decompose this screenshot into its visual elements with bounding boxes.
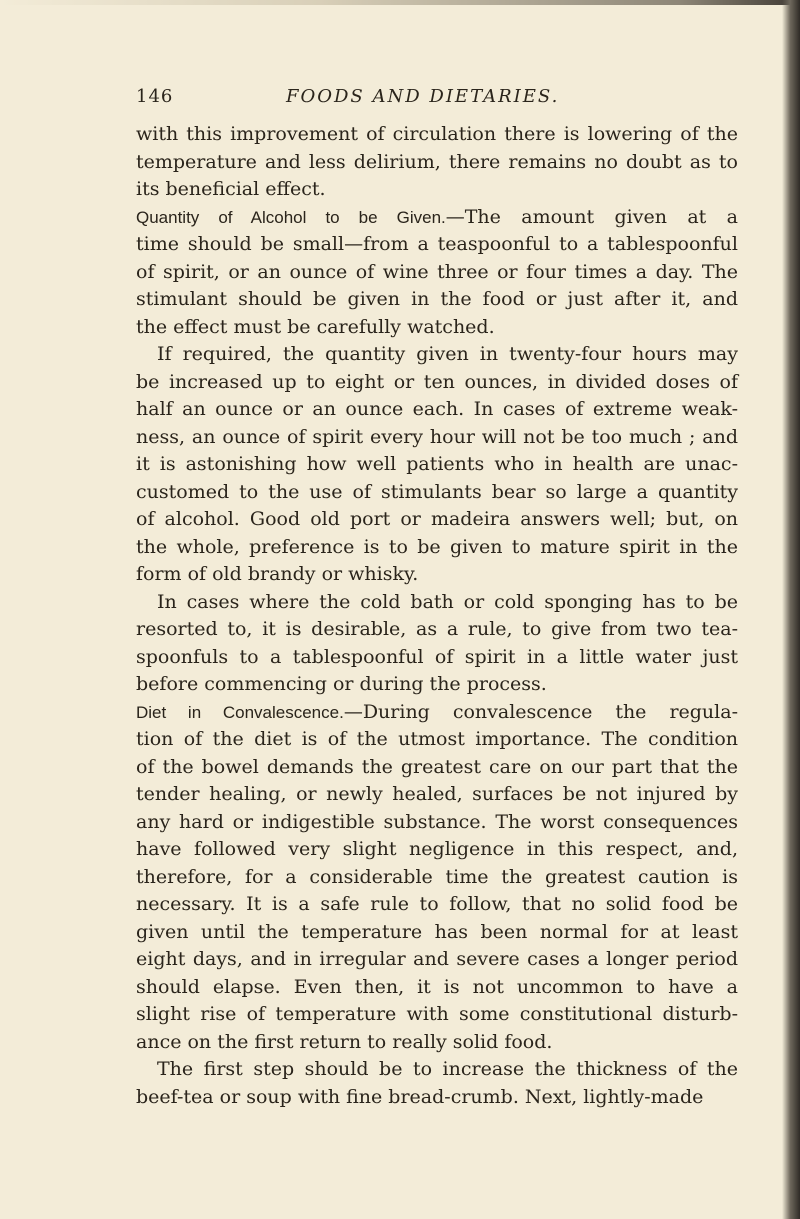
text-run: —The amount given at a [445,205,738,228]
text-line: with this improvement of circulation there is lowering of the [136,123,738,145]
text-line: the whole, preference is to be given to mature spirit in the [136,535,738,558]
page-top-edge [0,0,800,5]
text-line: necessary. It is a safe rule to follow, that no solid food be [136,893,738,915]
body-text [136,121,738,1111]
page-number: 146 [136,86,174,107]
text-line: half an ounce or an ounce each. In cases of extreme weak- [136,398,738,420]
text-line: The first step should be to increase the thickness of the [157,1058,738,1080]
text-line [136,204,738,232]
text-run: —During convalescence the regula- [343,700,738,723]
text-line: tender healing, or newly healed, surfaces be not injured by [136,783,738,805]
text-line: resorted to, it is desirable, as a rule, to give from two tea- [136,618,738,640]
text-line: eight days, and in irregular and severe cases a longer period [136,948,738,970]
book-gutter-shadow [782,0,800,1219]
text-line: spoonfuls to a tablespoonful of spirit in a little water just [136,645,738,668]
text-line [136,699,738,727]
text-line: before commencing or during the process. [136,673,547,695]
text-line: stimulant should be given in the food or just after it, and [136,288,738,310]
text-line: temperature and less delirium, there remains no doubt as to [136,150,738,173]
text-line: time should be small—from a teaspoonful to a tablespoonful [136,233,738,255]
text-line: tion of the diet is of the utmost importance. The condition [136,728,738,750]
text-line: In cases where the cold bath or cold sponging has to be [157,590,738,613]
text-line: customed to the use of stimulants bear so large a quantity [136,480,738,503]
text-line: should elapse. Even then, it is not uncommon to have a [136,975,738,998]
text-line: beef-tea or soup with fine bread-crumb. Next, lightly-made [136,1085,704,1108]
text-line: it is astonishing how well patients who in health are unac- [136,453,738,475]
section-heading-diet: Diet in Convalescence. [136,702,344,722]
text-line: given until the temperature has been normal for at least [136,920,738,943]
text-line: therefore, for a considerable time the greatest caution is [136,865,738,888]
text-line: ness, an ounce of spirit every hour will not be too much ; and [136,425,738,448]
text-line: If required, the quantity given in twenty-four hours may [157,343,738,365]
text-line: the effect must be carefully watched. [136,315,495,338]
text-line: form of old brandy or whisky. [136,563,419,585]
text-line: of spirit, or an ounce of wine three or four times a day. The [136,260,738,283]
running-title: FOODS AND DIETARIES. [286,86,560,107]
text-line: any hard or indigestible substance. The worst consequences [136,810,738,833]
page-header [136,84,736,114]
text-line: be increased up to eight or ten ounces, in divided doses of [136,370,738,393]
text-line: have followed very slight negligence in this respect, and, [136,838,738,860]
text-line: of the bowel demands the greatest care on our part that the [136,755,738,778]
section-heading-quantity: Quantity of Alcohol to be Given. [136,207,446,227]
text-line: its beneficial effect. [136,178,326,200]
text-line: of alcohol. Good old port or madeira answers well; but, on [136,508,738,530]
text-line: slight rise of temperature with some constitutional disturb- [136,1003,738,1025]
text-line: ance on the first return to really solid food. [136,1030,553,1053]
